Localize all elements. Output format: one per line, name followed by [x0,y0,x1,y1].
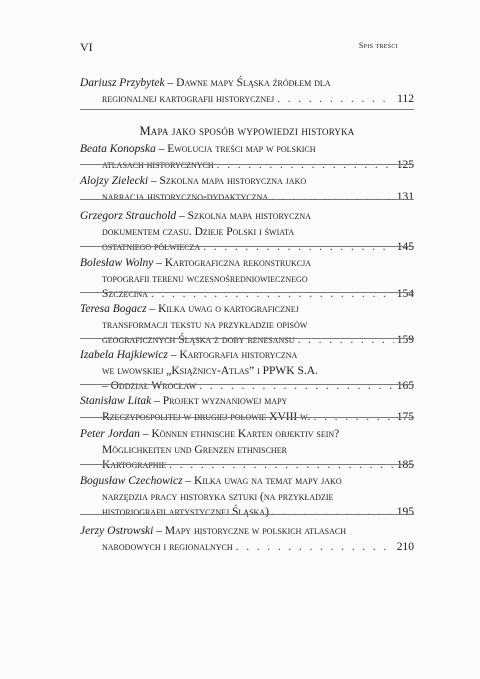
entry-author: Bogusław Czechowicz [80,475,183,487]
entry-dash: – [167,349,180,361]
entry-title-line: Projekt wyznaniowej mapy [162,395,288,407]
dot-leader [271,190,394,206]
entry-title-line: Szkolna mapa historyczna jako [159,175,307,187]
entry-page-number: 195 [396,506,414,518]
entry-title-line: transformacji tekstu na przykładzie opisów [102,318,308,331]
entry-dash: – [148,175,160,187]
entry-page-number: 185 [396,459,414,471]
entry-title-line: historiografii artystycznej Śląska) [102,506,269,518]
divider [80,292,414,293]
toc-entry[interactable] [80,302,414,349]
toc-entry[interactable] [80,76,414,107]
dot-leader [203,240,394,256]
dot-leader [217,158,394,174]
entry-title-line: dokumentem czasu. Dzieje Polski i świata [102,225,295,238]
toc-entry[interactable] [80,427,414,474]
divider [80,338,414,339]
entry-page-number: 165 [396,380,414,392]
entry-author: Stanisław Litak [80,395,152,407]
dot-leader [169,458,394,474]
dot-leader [272,505,394,521]
divider [80,246,414,247]
entry-author: Dariusz Przybytek [80,77,165,89]
toc-entry[interactable] [80,142,414,173]
entry-title-line: Möglichkeiten und Grenzen ethnischer [102,443,287,456]
entry-dash: – [176,210,188,222]
entry-dash: – [153,525,165,537]
dot-leader [151,287,394,303]
entry-title-line: Kilka uwag na temat mapy jako [194,475,342,487]
toc-entry[interactable] [80,256,414,303]
dot-leader [277,92,394,108]
entry-title-line: topografii terenu wczesnośredniowiecznego [102,272,308,285]
toc-entry[interactable] [80,348,414,395]
entry-page-number: 145 [396,241,414,253]
page-number: VI [80,40,93,54]
entry-title-line: geograficznych Śląska z doby renesansu [102,334,295,346]
divider [80,464,414,465]
toc-entry[interactable] [80,524,414,555]
entry-title-line: narzędzia pracy historyka sztuki (na przykładzie [102,490,334,503]
entry-page-number: 125 [396,158,414,171]
dot-leader [199,379,394,395]
toc-entry[interactable] [80,174,414,205]
divider [80,164,414,165]
entry-page-number: 210 [396,540,414,553]
entry-title-line: Kartograficzna rekonstrukcja [164,257,311,269]
divider [80,417,414,418]
entry-author: Jerzy Ostrowski [80,525,154,537]
divider [80,514,414,515]
entry-author: Teresa Bogacz [80,303,147,315]
entry-dash: – [164,77,177,89]
entry-page-number: 154 [396,288,414,300]
entry-page-number: 131 [396,190,414,203]
entry-title-line: Dawne mapy Śląska źródłem dla [176,77,331,89]
section-title: Mapa jako sposób wypowiedzi historyka [139,124,355,138]
entry-title-line: narracja historyczno-dydaktyczna [102,190,269,203]
entry-dash: – [139,428,152,440]
entry-title-line: narodowych i regionalnych [102,540,233,553]
entry-page-number: 175 [396,410,414,423]
entry-title-line: – Oddział Wrocław [102,380,197,392]
entry-author: Peter Jordan [80,428,140,440]
entry-title-line: Können ethnische Karten objektiv sein? [151,428,340,440]
entry-title-line: Rzeczypospolitej w drugiej połowie XVIII w. [102,410,311,423]
entry-dash: – [151,395,163,407]
entry-page-number: 159 [396,334,414,346]
entry-title-line: Ewolucja treści map w polskich [167,143,316,155]
divider [80,384,414,385]
entry-title-line: atlasach historycznych [102,158,214,171]
entry-author: Grzegorz Strauchold [80,210,177,222]
entry-dash: – [146,303,159,315]
entry-dash: – [153,257,165,269]
dot-leader [298,333,394,349]
toc-entry[interactable] [80,209,414,256]
entry-title-line: regionalnej kartografii historycznej [102,92,275,105]
entry-title-line: Kilka uwag o kartograficznej [158,303,299,315]
page-header [80,40,398,56]
toc-entry[interactable] [80,394,414,425]
entry-title-line: Kartographie [102,459,167,471]
entry-title-line: Szkolna mapa historyczna [187,210,311,222]
entry-dash: – [155,143,168,155]
divider [80,109,414,110]
entry-author: Beata Konopska [80,143,156,155]
dot-leader [236,540,394,556]
entry-title-line: Szczecina [102,288,148,300]
entry-author: Alojzy Zielecki [80,175,149,187]
entry-author: Bolesław Wolny [80,257,154,269]
divider [80,199,414,200]
entry-title-line: Mapy historyczne w polskich atlasach [164,525,347,537]
entry-title-line: ostatniego półwiecza [102,241,201,253]
entry-title-line: Kartografia historyczna [179,349,298,361]
running-title: Spis treści [358,41,398,50]
entry-dash: – [182,475,195,487]
entry-page-number: 112 [397,92,414,105]
entry-author: Izabela Hajkiewicz [80,349,168,361]
entry-title-line: we lwowskiej „Książnicy-Atlas” i PPWK S.A. [102,364,318,377]
